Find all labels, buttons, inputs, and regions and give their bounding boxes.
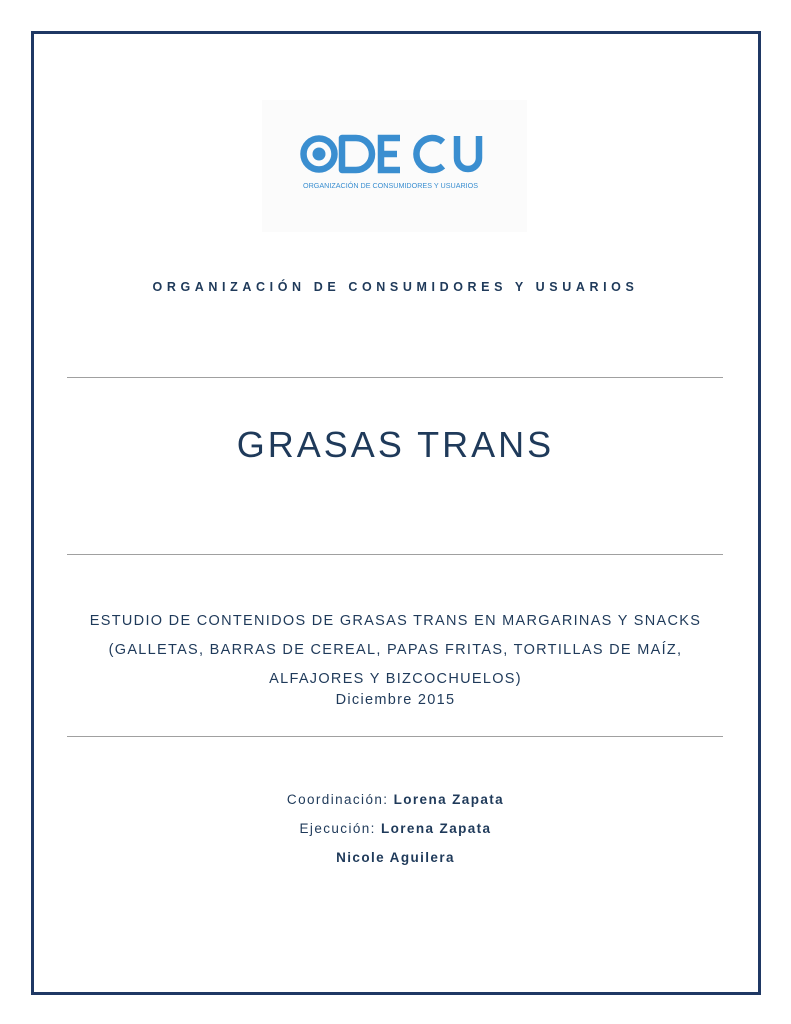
document-subtitle: ESTUDIO DE CONTENIDOS DE GRASAS TRANS EN MARGARINAS Y SNACKS (GALLETAS, BARRAS DE CEREAL, PAPAS FRITAS, TORTILLAS DE MAÍZ, ALFAJORES Y BIZCOCHUELOS) xyxy=(89,613,702,687)
odecu-logo xyxy=(262,100,527,232)
credit-coordination xyxy=(0,792,791,807)
credit-execution xyxy=(0,821,791,836)
execution-name-2: Nicole Aguilera xyxy=(336,850,455,865)
execution-label: Ejecución: xyxy=(299,821,376,836)
coordination-name: Lorena Zapata xyxy=(393,792,505,807)
divider-bottom xyxy=(67,736,723,737)
coordination-label: Coordinación: xyxy=(286,792,389,807)
execution-name-1: Lorena Zapata xyxy=(380,821,492,836)
divider-middle xyxy=(67,554,723,555)
divider-top xyxy=(67,377,723,378)
odecu-logo-mark xyxy=(300,134,500,196)
credit-execution-2 xyxy=(0,850,791,865)
organization-name: ORGANIZACIÓN DE CONSUMIDORES Y USUARIOS xyxy=(152,280,639,294)
document-title: GRASAS TRANS xyxy=(236,424,555,465)
document-date: Diciembre 2015 xyxy=(335,692,456,708)
logo-tagline: ORGANIZACIÓN DE CONSUMIDORES Y USUARIOS xyxy=(303,181,479,190)
